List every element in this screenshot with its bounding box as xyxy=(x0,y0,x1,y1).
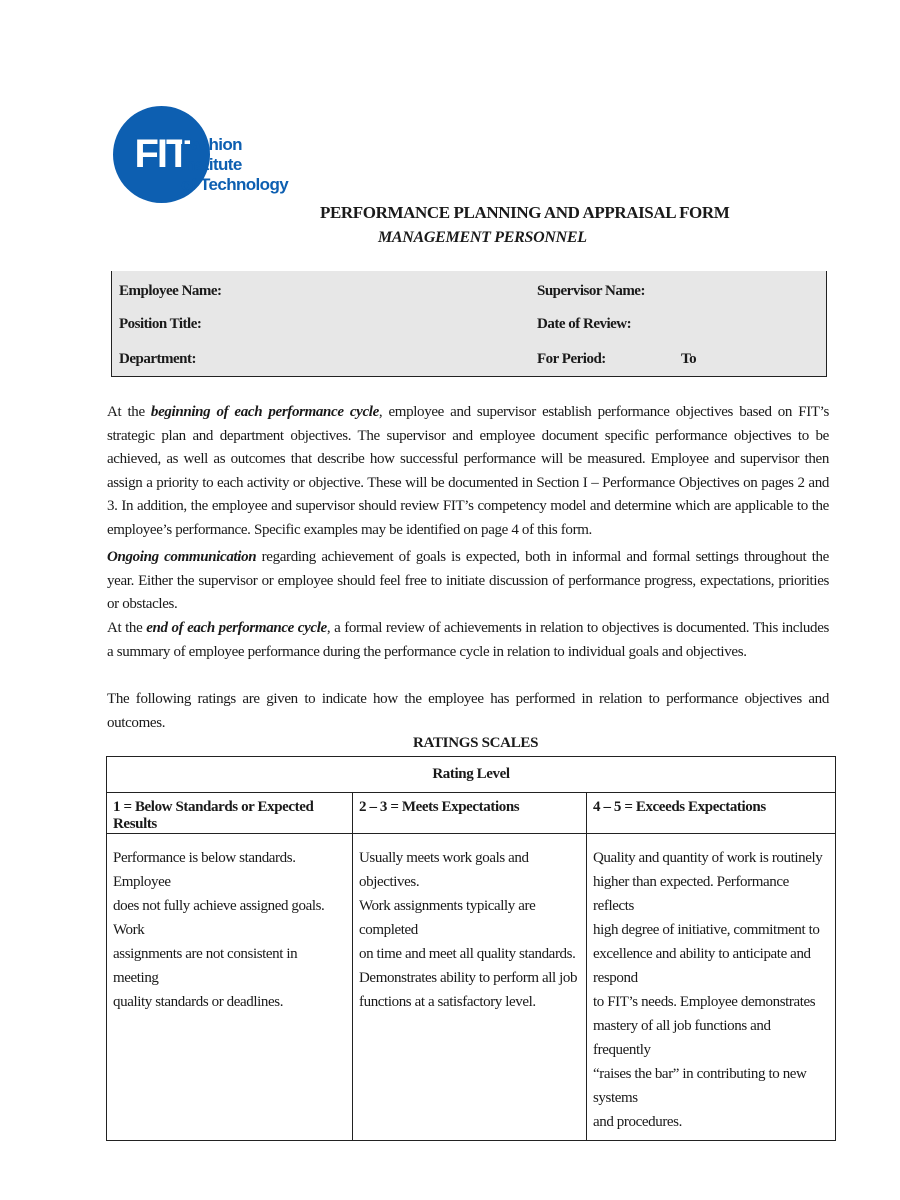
intro-paragraph-ratings: The following ratings are given to indicate how the employee has performed in relation to performance objectives and outcomes. xyxy=(107,691,829,731)
rating-exceeds-expectations-label: 4 – 5 = Exceeds Expectations xyxy=(587,793,836,834)
fit-logo-wordmark xyxy=(181,135,301,195)
intro-paragraph-beginning xyxy=(107,401,829,542)
p1-text-pre: At the xyxy=(107,404,151,420)
rating-desc-line: on time and meet all quality standards. xyxy=(359,946,576,962)
ratings-scales-title: RATINGS SCALES xyxy=(413,735,539,751)
period-to-label: To xyxy=(681,351,697,367)
p3-text-post: , a formal review of achievements in relation to objectives is documented. This includes a summary of employee performance during the performance cycle in relation to individual goals and objectives. xyxy=(107,620,829,660)
department-label: Department: xyxy=(119,351,196,367)
for-period-label: For Period: xyxy=(537,351,606,367)
ratings-description-row xyxy=(107,834,836,1141)
rating-desc-line: to FIT’s needs. Employee demonstrates xyxy=(593,994,816,1010)
intro-paragraph-ongoing xyxy=(107,546,829,617)
logo-name-line2: of Technology xyxy=(181,175,289,194)
position-title-label: Position Title: xyxy=(119,316,202,332)
p3-emphasis: end of each performance cycle xyxy=(146,620,327,636)
rating-exceeds-expectations-description xyxy=(587,834,836,1141)
logo-name-line1: Fashion Institute xyxy=(181,135,242,174)
rating-desc-line: Demonstrates ability to perform all job xyxy=(359,970,578,986)
p1-emphasis: beginning of each performance cycle xyxy=(150,404,379,420)
rating-level-header: Rating Level xyxy=(107,757,836,793)
rating-desc-line: high degree of initiative, commitment to xyxy=(593,922,820,938)
rating-meets-expectations-label: 2 – 3 = Meets Expectations xyxy=(353,793,587,834)
ratings-label-row xyxy=(107,793,836,834)
rating-below-standards-label: 1 = Below Standards or Expected Results xyxy=(107,793,353,834)
form-title: PERFORMANCE PLANNING AND APPRAISAL FORM xyxy=(320,203,730,222)
rating-desc-line: excellence and ability to anticipate and respond xyxy=(593,946,811,986)
employee-name-label: Employee Name: xyxy=(119,283,222,299)
rating-desc-line: does not fully achieve assigned goals. Work xyxy=(113,898,325,938)
rating-below-standards-description xyxy=(107,834,353,1141)
employee-info-box xyxy=(111,271,827,377)
p2-text-post: regarding achievement of goals is expected, both in informal and formal settings throughout the year. Either the supervisor or employee should feel free to initiate discussion of performance progress, expectations, priorities or obstacles. xyxy=(107,549,829,612)
ratings-header-row xyxy=(107,757,836,793)
rating-desc-line: assignments are not consistent in meeting xyxy=(113,946,298,986)
rating-desc-line: quality standards or deadlines. xyxy=(113,994,284,1010)
fit-logo-mark: FIT xyxy=(113,106,210,203)
rating-desc-line: higher than expected. Performance reflects xyxy=(593,874,789,914)
p3-text-pre: At the xyxy=(107,620,147,636)
rating-desc-line: mastery of all job functions and frequently xyxy=(593,1018,771,1058)
rating-desc-line: Performance is below standards. Employee xyxy=(113,850,296,890)
date-of-review-label: Date of Review: xyxy=(537,316,632,332)
rating-desc-line: Work assignments typically are completed xyxy=(359,898,536,938)
form-subtitle: MANAGEMENT PERSONNEL xyxy=(378,229,587,246)
rating-desc-line: “raises the bar” in contributing to new systems xyxy=(593,1066,807,1106)
rating-desc-line: Quality and quantity of work is routinely xyxy=(593,850,823,866)
rating-meets-expectations-description xyxy=(353,834,587,1141)
intro-paragraph-end xyxy=(107,617,829,664)
rating-desc-line: functions at a satisfactory level. xyxy=(359,994,536,1010)
fit-logo xyxy=(113,106,293,206)
p2-emphasis: Ongoing communication xyxy=(107,549,257,565)
rating-desc-line: and procedures. xyxy=(593,1114,682,1130)
supervisor-name-label: Supervisor Name: xyxy=(537,283,645,299)
rating-desc-line: Usually meets work goals and objectives. xyxy=(359,850,529,890)
p1-text-post: , employee and supervisor establish performance objectives based on FIT’s strategic plan and department objectives. The supervisor and employee document specific performance objectives to be achieved, as well as outcomes that describe how successful performance will be measured. Employee and supervisor then assign a priority to each activity or objective. These will be documented in Section I – Performance Objectives on pages 2 and 3. In addition, the employee and supervisor should review FIT’s competency model and determine which are applicable to the employee’s performance. Specific examples may be identified on page 4 of this form. xyxy=(107,404,829,538)
ratings-table xyxy=(106,756,836,1141)
